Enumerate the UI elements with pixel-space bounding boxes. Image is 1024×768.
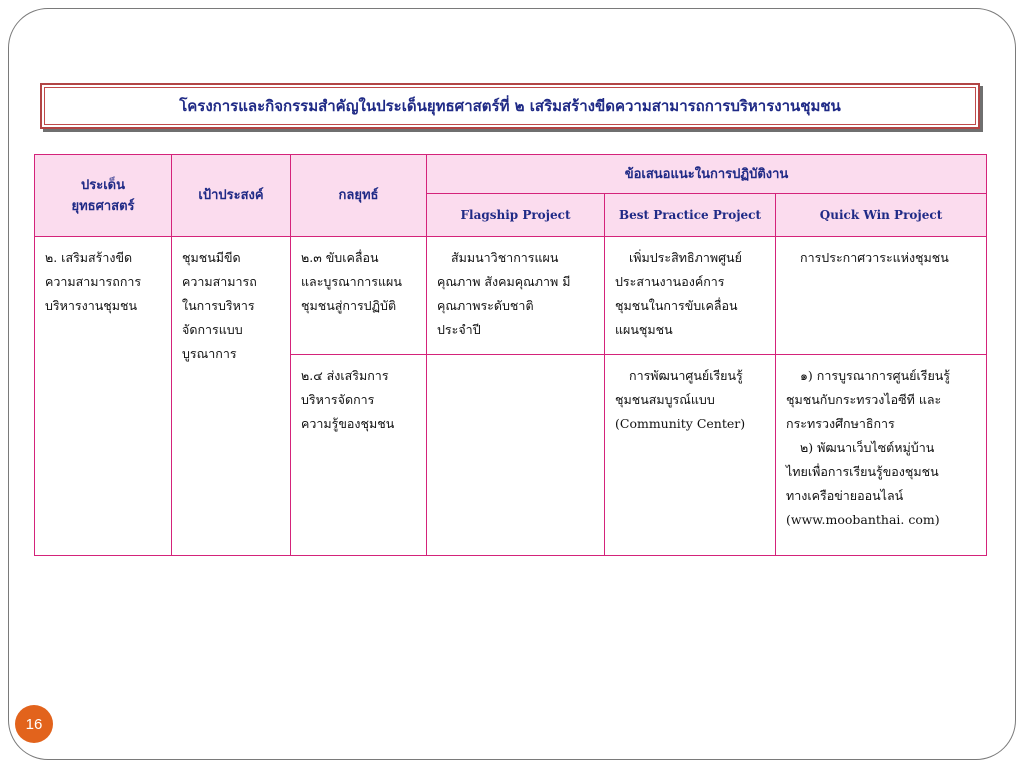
cell-line: ประจำปี <box>437 322 481 337</box>
flagship-cell <box>427 237 605 355</box>
cell-line: ในการบริหาร <box>182 298 255 313</box>
best-practice-cell <box>605 355 776 556</box>
strategy-table <box>34 154 987 556</box>
cell-line: ความสามารถ <box>182 274 257 289</box>
cell-line: และบูรณาการแผน <box>301 274 402 289</box>
header-issue <box>35 155 172 237</box>
cell-line: บริหารจัดการ <box>301 392 375 407</box>
cell-line: ความสามารถการ <box>45 274 142 289</box>
header-issue-line: ประเด็น <box>81 177 125 193</box>
cell-line: บริหารงานชุมชน <box>45 298 138 313</box>
header-flagship: Flagship Project <box>427 194 605 237</box>
cell-line: ๑) การบูรณาการศูนย์เรียนรู้ <box>800 368 951 383</box>
cell-line: ๒.๓ ขับเคลื่อน <box>301 250 379 265</box>
cell-line: บูรณาการ <box>182 346 237 361</box>
header-recommendation: ข้อเสนอแนะในการปฏิบัติงาน <box>427 155 987 194</box>
cell-line: จัดการแบบ <box>182 322 243 337</box>
issue-cell <box>35 237 172 556</box>
cell-line: (www.moobanthai. com) <box>786 512 940 527</box>
cell-line: ชุมชนสู่การปฏิบัติ <box>301 298 397 313</box>
cell-line: คุณภาพระดับชาติ <box>437 298 534 313</box>
strategy-cell <box>291 355 427 556</box>
cell-line: ความรู้ของชุมชน <box>301 416 395 431</box>
quick-win-cell <box>776 237 987 355</box>
cell-line: ชุมชนสมบูรณ์แบบ <box>615 392 715 407</box>
cell-line: ๒. เสริมสร้างขีด <box>45 250 133 265</box>
header-quick-win: Quick Win Project <box>776 194 987 237</box>
strategy-cell <box>291 237 427 355</box>
cell-line: ชุมชนมีขีด <box>182 250 241 265</box>
cell-line: ชุมชนในการขับเคลื่อน <box>615 298 738 313</box>
header-row <box>35 155 987 194</box>
cell-line: ทางเครือข่ายออนไลน์ <box>786 488 904 503</box>
slide-title: โครงการและกิจกรรมสำคัญในประเด็นยุทธศาสตร์ที่ ๒ เสริมสร้างขีดความสามารถการบริหารงานชุมชน <box>179 97 841 115</box>
flagship-cell <box>427 355 605 556</box>
quick-win-cell <box>776 355 987 556</box>
table-row <box>35 237 987 355</box>
cell-line: เพิ่มประสิทธิภาพศูนย์ <box>629 250 742 265</box>
header-goal: เป้าประสงค์ <box>172 155 291 237</box>
title-box <box>40 83 980 129</box>
cell-line: ๒.๔ ส่งเสริมการ <box>301 368 389 383</box>
cell-line: ประสานงานองค์การ <box>615 274 725 289</box>
goal-cell <box>172 237 291 556</box>
header-strategy: กลยุทธ์ <box>291 155 427 237</box>
cell-line: สัมมนาวิชาการแผน <box>451 250 559 265</box>
cell-line: การพัฒนาศูนย์เรียนรู้ <box>629 368 743 383</box>
cell-line: การประกาศวาระแห่งชุมชน <box>800 250 949 265</box>
best-practice-cell <box>605 237 776 355</box>
cell-line: กระทรวงศึกษาธิการ <box>786 416 895 431</box>
header-issue-line: ยุทธศาสตร์ <box>71 198 135 214</box>
page-number-badge: 16 <box>15 705 53 743</box>
cell-line: ไทยเพื่อการเรียนรู้ของชุมชน <box>786 464 939 479</box>
header-best-practice: Best Practice Project <box>605 194 776 237</box>
cell-line: แผนชุมชน <box>615 322 673 337</box>
cell-line: คุณภาพ สังคมคุณภาพ มี <box>437 274 571 289</box>
cell-line: ๒) พัฒนาเว็บไซต์หมู่บ้าน <box>800 440 935 455</box>
cell-line: (Community Center) <box>615 416 746 431</box>
cell-line: ชุมชนกับกระทรวงไอซีที และ <box>786 392 942 407</box>
